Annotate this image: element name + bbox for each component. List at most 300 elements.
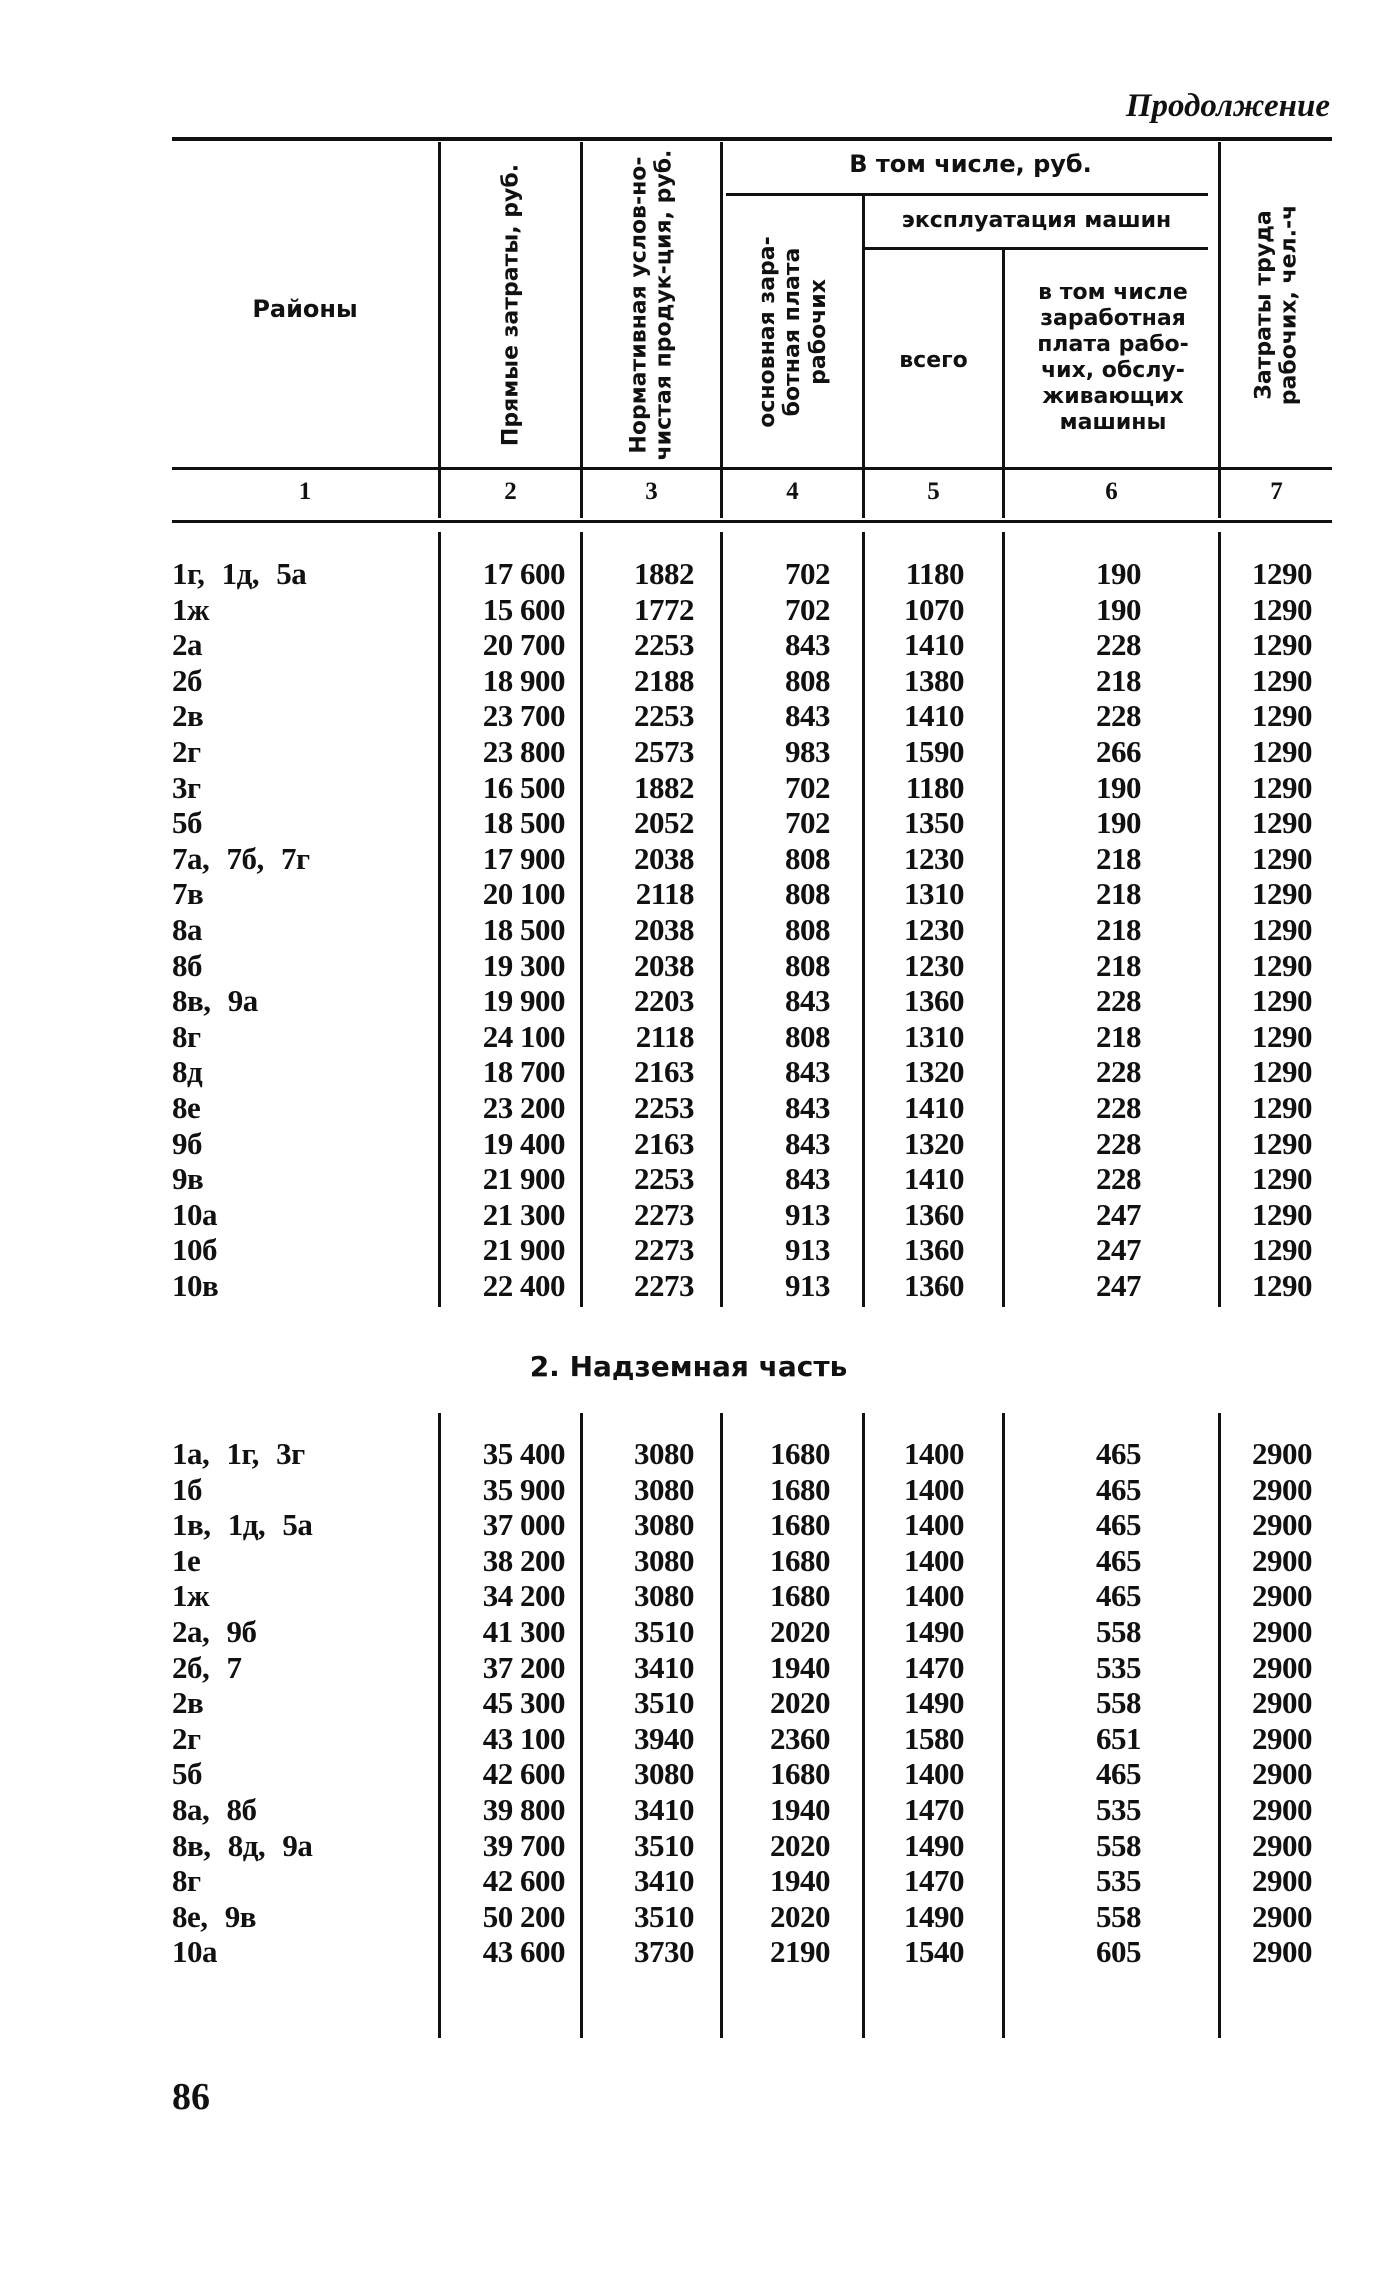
- table-row: [0, 556, 1377, 592]
- value-cell-c5: 1350: [904, 805, 964, 841]
- value-cell-c4: 843: [785, 627, 830, 663]
- value-cell-c5: 1320: [904, 1054, 964, 1090]
- value-cell-c7: 1290: [1252, 1090, 1312, 1125]
- value-cell-c3: 2253: [634, 1161, 694, 1197]
- table-row: [0, 1863, 1377, 1899]
- value-cell-c3: 3080: [634, 1756, 694, 1792]
- value-cell-c3: 2273: [634, 1232, 694, 1268]
- header-including-group: В том числе, руб.: [849, 150, 1092, 178]
- value-cell-c3: 3080: [634, 1578, 694, 1614]
- region-cell: 2г: [172, 1720, 201, 1756]
- value-cell-c4: 702: [785, 805, 830, 841]
- value-cell-c2: 21 300: [482, 1196, 565, 1232]
- value-cell-c4: 808: [785, 1018, 830, 1054]
- table-row: [0, 663, 1377, 699]
- value-cell-c2: 18 500: [482, 805, 565, 841]
- value-cell-c5: 1410: [904, 627, 964, 663]
- value-cell-c5: 1410: [904, 1090, 964, 1125]
- value-cell-c6: 218: [1096, 1018, 1141, 1054]
- value-cell-c4: 808: [785, 840, 830, 876]
- value-cell-c6: 605: [1096, 1934, 1141, 1970]
- value-cell-c3: 1772: [634, 591, 694, 627]
- table-row: [0, 841, 1377, 877]
- value-cell-c7: 1290: [1252, 1054, 1312, 1090]
- value-cell-c5: 1230: [904, 840, 964, 876]
- value-cell-c7: 2900: [1252, 1436, 1312, 1471]
- value-cell-c6: 228: [1096, 698, 1141, 734]
- table-row: [0, 1472, 1377, 1508]
- region-cell: 9б: [172, 1125, 202, 1161]
- value-cell-c5: 1400: [904, 1507, 964, 1543]
- value-cell-c5: 1360: [904, 1268, 964, 1303]
- value-cell-c3: 3510: [634, 1827, 694, 1863]
- region-cell: 8в, 8д, 9а: [172, 1827, 313, 1863]
- table-row: [0, 1161, 1377, 1197]
- value-cell-c2: 39 800: [482, 1792, 565, 1827]
- header-regions: Районы: [252, 295, 358, 323]
- table-row: [0, 627, 1377, 663]
- value-cell-c6: 465: [1096, 1542, 1141, 1578]
- value-cell-c7: 1290: [1252, 769, 1312, 805]
- table-row: [0, 698, 1377, 734]
- value-cell-c7: 2900: [1252, 1827, 1312, 1863]
- value-cell-c5: 1400: [904, 1436, 964, 1471]
- value-cell-c2: 22 400: [482, 1268, 565, 1303]
- value-cell-c6: 535: [1096, 1792, 1141, 1827]
- value-cell-c4: 913: [785, 1196, 830, 1232]
- table-row: [0, 734, 1377, 770]
- value-cell-c6: 218: [1096, 947, 1141, 983]
- value-cell-c3: 3510: [634, 1685, 694, 1721]
- value-cell-c2: 23 800: [482, 734, 565, 769]
- value-cell-c5: 1490: [904, 1685, 964, 1721]
- value-cell-c2: 39 700: [482, 1827, 565, 1863]
- header-base-wage-cell: [723, 196, 862, 467]
- value-cell-c3: 1882: [634, 556, 694, 591]
- region-cell: 8е: [172, 1090, 201, 1125]
- value-cell-c4: 1680: [770, 1756, 830, 1792]
- value-cell-c4: 808: [785, 912, 830, 947]
- value-cell-c4: 808: [785, 876, 830, 912]
- table-row: [0, 1685, 1377, 1721]
- header-base-wage: основная зара-ботная плата рабочих: [754, 235, 831, 428]
- colnum-7: 7: [1270, 478, 1283, 505]
- table-row: [0, 1828, 1377, 1864]
- value-cell-c6: 266: [1096, 734, 1141, 769]
- table-row: [0, 1436, 1377, 1472]
- value-cell-c4: 843: [785, 698, 830, 734]
- value-cell-c4: 843: [785, 1125, 830, 1161]
- colnum-2: 2: [504, 478, 517, 505]
- region-cell: 8а: [172, 912, 202, 947]
- value-cell-c2: 42 600: [482, 1863, 565, 1899]
- value-cell-c2: 24 100: [482, 1018, 565, 1054]
- value-cell-c6: 228: [1096, 983, 1141, 1019]
- value-cell-c7: 2900: [1252, 1720, 1312, 1756]
- table-row: [0, 1543, 1377, 1579]
- table-row: [0, 1232, 1377, 1268]
- value-cell-c4: 843: [785, 983, 830, 1019]
- header-normative-product: Нормативная услов-но-чистая продук-ция, руб.: [626, 149, 677, 460]
- value-cell-c6: 535: [1096, 1863, 1141, 1899]
- value-cell-c2: 21 900: [482, 1161, 565, 1197]
- value-cell-c4: 2190: [770, 1934, 830, 1970]
- table-row: [0, 1090, 1377, 1126]
- value-cell-c7: 1290: [1252, 983, 1312, 1019]
- value-cell-c2: 20 100: [482, 876, 565, 912]
- value-cell-c6: 218: [1096, 840, 1141, 876]
- value-cell-c5: 1590: [904, 734, 964, 769]
- value-cell-c5: 1400: [904, 1578, 964, 1614]
- value-cell-c5: 1360: [904, 1232, 964, 1268]
- value-cell-c3: 2118: [635, 876, 694, 912]
- value-cell-c7: 1290: [1252, 1018, 1312, 1054]
- value-cell-c7: 2900: [1252, 1898, 1312, 1934]
- value-cell-c6: 190: [1096, 591, 1141, 627]
- region-cell: 2б, 7: [172, 1649, 242, 1685]
- value-cell-c4: 702: [785, 769, 830, 805]
- value-cell-c4: 2360: [770, 1720, 830, 1756]
- table-row: [0, 1126, 1377, 1162]
- value-cell-c5: 1230: [904, 912, 964, 947]
- table-row: [0, 770, 1377, 806]
- header-bottom-rule: [172, 467, 1332, 470]
- region-cell: 1ж: [172, 1578, 209, 1614]
- value-cell-c4: 1680: [770, 1507, 830, 1543]
- value-cell-c6: 247: [1096, 1196, 1141, 1232]
- value-cell-c4: 1940: [770, 1792, 830, 1827]
- value-cell-c6: 247: [1096, 1268, 1141, 1303]
- value-cell-c7: 2900: [1252, 1863, 1312, 1899]
- value-cell-c4: 2020: [770, 1898, 830, 1934]
- value-cell-c6: 228: [1096, 1161, 1141, 1197]
- value-cell-c3: 3410: [634, 1792, 694, 1827]
- value-cell-c7: 2900: [1252, 1614, 1312, 1649]
- region-cell: 2б: [172, 662, 202, 698]
- value-cell-c7: 1290: [1252, 1268, 1312, 1303]
- table-row: [0, 1792, 1377, 1828]
- value-cell-c7: 1290: [1252, 1232, 1312, 1268]
- value-cell-c2: 43 100: [482, 1720, 565, 1756]
- region-cell: 10а: [172, 1196, 217, 1232]
- value-cell-c6: 535: [1096, 1649, 1141, 1685]
- value-cell-c4: 1680: [770, 1578, 830, 1614]
- header-subgroup-rule: [863, 247, 1208, 250]
- value-cell-c4: 1680: [770, 1471, 830, 1507]
- value-cell-c7: 1290: [1252, 805, 1312, 841]
- value-cell-c5: 1490: [904, 1827, 964, 1863]
- value-cell-c3: 2163: [634, 1054, 694, 1090]
- value-cell-c7: 2900: [1252, 1471, 1312, 1507]
- value-cell-c2: 34 200: [482, 1578, 565, 1614]
- value-cell-c5: 1360: [904, 1196, 964, 1232]
- region-cell: 8г: [172, 1863, 201, 1899]
- value-cell-c5: 1490: [904, 1614, 964, 1649]
- value-cell-c6: 190: [1096, 556, 1141, 591]
- value-cell-c7: 2900: [1252, 1542, 1312, 1578]
- page-number: 86: [172, 2076, 210, 2118]
- value-cell-c3: 2038: [634, 912, 694, 947]
- value-cell-c2: 23 700: [482, 698, 565, 734]
- value-cell-c5: 1180: [905, 769, 964, 805]
- value-cell-c2: 45 300: [482, 1685, 565, 1721]
- value-cell-c5: 1320: [904, 1125, 964, 1161]
- value-cell-c2: 43 600: [482, 1934, 565, 1970]
- value-cell-c3: 2203: [634, 983, 694, 1019]
- value-cell-c2: 41 300: [482, 1614, 565, 1649]
- section2-title: 2. Надземная часть: [529, 1350, 848, 1383]
- value-cell-c7: 2900: [1252, 1649, 1312, 1685]
- value-cell-c2: 18 900: [482, 662, 565, 698]
- page-header: Продолжение: [1125, 88, 1330, 124]
- value-cell-c6: 218: [1096, 912, 1141, 947]
- header-total: всего: [899, 348, 968, 373]
- value-cell-c7: 2900: [1252, 1507, 1312, 1543]
- value-cell-c5: 1400: [904, 1471, 964, 1507]
- value-cell-c3: 2273: [634, 1268, 694, 1303]
- value-cell-c2: 19 400: [482, 1125, 565, 1161]
- region-cell: 1г, 1д, 5а: [172, 556, 307, 591]
- value-cell-c3: 2188: [634, 662, 694, 698]
- region-cell: 8д: [172, 1054, 203, 1090]
- value-cell-c3: 3410: [634, 1863, 694, 1899]
- header-direct-costs-cell: [441, 142, 580, 467]
- value-cell-c2: 17 600: [482, 556, 565, 591]
- value-cell-c6: 228: [1096, 1090, 1141, 1125]
- region-cell: 8г: [172, 1018, 201, 1054]
- value-cell-c3: 3510: [634, 1614, 694, 1649]
- value-cell-c3: 2163: [634, 1125, 694, 1161]
- table-row: [0, 1197, 1377, 1233]
- value-cell-c6: 465: [1096, 1507, 1141, 1543]
- value-cell-c6: 465: [1096, 1436, 1141, 1471]
- value-cell-c5: 1540: [904, 1934, 964, 1970]
- value-cell-c4: 913: [785, 1232, 830, 1268]
- value-cell-c7: 1290: [1252, 734, 1312, 769]
- value-cell-c7: 1290: [1252, 591, 1312, 627]
- region-cell: 3г: [172, 769, 201, 805]
- value-cell-c2: 50 200: [482, 1898, 565, 1934]
- region-cell: 5б: [172, 1756, 202, 1792]
- region-cell: 2в: [172, 1685, 204, 1721]
- value-cell-c6: 465: [1096, 1756, 1141, 1792]
- table-row: [0, 1721, 1377, 1757]
- value-cell-c4: 702: [785, 556, 830, 591]
- value-cell-c2: 18 700: [482, 1054, 565, 1090]
- region-cell: 9в: [172, 1161, 204, 1197]
- value-cell-c3: 2253: [634, 627, 694, 663]
- value-cell-c4: 1680: [770, 1542, 830, 1578]
- value-cell-c5: 1070: [904, 591, 964, 627]
- region-cell: 2а: [172, 627, 202, 663]
- table-row: [0, 1019, 1377, 1055]
- value-cell-c7: 2900: [1252, 1578, 1312, 1614]
- value-cell-c4: 1680: [770, 1436, 830, 1471]
- value-cell-c3: 2273: [634, 1196, 694, 1232]
- value-cell-c3: 2253: [634, 1090, 694, 1125]
- value-cell-c6: 558: [1096, 1827, 1141, 1863]
- value-cell-c7: 1290: [1252, 1161, 1312, 1197]
- region-cell: 5б: [172, 805, 202, 841]
- region-cell: 8б: [172, 947, 202, 983]
- header-labor-costs-cell: [1221, 142, 1332, 467]
- value-cell-c6: 465: [1096, 1578, 1141, 1614]
- value-cell-c4: 843: [785, 1090, 830, 1125]
- value-cell-c6: 190: [1096, 805, 1141, 841]
- value-cell-c5: 1380: [904, 662, 964, 698]
- value-cell-c6: 247: [1096, 1232, 1141, 1268]
- value-cell-c3: 2052: [634, 805, 694, 841]
- value-cell-c6: 228: [1096, 627, 1141, 663]
- table-row: [0, 1650, 1377, 1686]
- value-cell-c5: 1470: [904, 1649, 964, 1685]
- value-cell-c2: 19 900: [482, 983, 565, 1019]
- value-cell-c2: 19 300: [482, 947, 565, 983]
- table-row: [0, 876, 1377, 912]
- value-cell-c5: 1470: [904, 1792, 964, 1827]
- value-cell-c7: 1290: [1252, 698, 1312, 734]
- value-cell-c2: 23 200: [482, 1090, 565, 1125]
- value-cell-c6: 218: [1096, 876, 1141, 912]
- value-cell-c4: 983: [785, 734, 830, 769]
- value-cell-c4: 1940: [770, 1863, 830, 1899]
- value-cell-c6: 218: [1096, 662, 1141, 698]
- value-cell-c6: 190: [1096, 769, 1141, 805]
- region-cell: 1ж: [172, 591, 209, 627]
- region-cell: 8а, 8б: [172, 1792, 257, 1827]
- value-cell-c5: 1470: [904, 1863, 964, 1899]
- value-cell-c4: 1940: [770, 1649, 830, 1685]
- value-cell-c3: 3080: [634, 1507, 694, 1543]
- value-cell-c7: 1290: [1252, 876, 1312, 912]
- table-row: [0, 1268, 1377, 1304]
- value-cell-c7: 1290: [1252, 556, 1312, 591]
- region-cell: 8е, 9в: [172, 1898, 257, 1934]
- region-cell: 7а, 7б, 7г: [172, 840, 310, 876]
- region-cell: 1е: [172, 1542, 201, 1578]
- table-row: [0, 592, 1377, 628]
- table-row: [0, 1934, 1377, 1970]
- value-cell-c3: 3730: [634, 1934, 694, 1970]
- value-cell-c2: 15 600: [482, 591, 565, 627]
- value-cell-c4: 843: [785, 1161, 830, 1197]
- value-cell-c7: 1290: [1252, 840, 1312, 876]
- value-cell-c2: 42 600: [482, 1756, 565, 1792]
- region-cell: 2в: [172, 698, 204, 734]
- region-cell: 8в, 9а: [172, 983, 258, 1019]
- value-cell-c5: 1410: [904, 698, 964, 734]
- region-cell: 1а, 1г, 3г: [172, 1436, 305, 1471]
- value-cell-c7: 2900: [1252, 1756, 1312, 1792]
- value-cell-c5: 1400: [904, 1756, 964, 1792]
- value-cell-c3: 3080: [634, 1542, 694, 1578]
- value-cell-c5: 1490: [904, 1898, 964, 1934]
- value-cell-c2: 37 000: [482, 1507, 565, 1543]
- value-cell-c3: 3940: [634, 1720, 694, 1756]
- value-cell-c2: 37 200: [482, 1649, 565, 1685]
- header-machine-operation: эксплуатация машин: [901, 208, 1172, 233]
- value-cell-c3: 3410: [634, 1649, 694, 1685]
- value-cell-c7: 1290: [1252, 1125, 1312, 1161]
- table-row: [0, 948, 1377, 984]
- table-row: [0, 1614, 1377, 1650]
- value-cell-c6: 465: [1096, 1471, 1141, 1507]
- value-cell-c7: 1290: [1252, 912, 1312, 947]
- region-cell: 1в, 1д, 5а: [172, 1507, 313, 1543]
- value-cell-c3: 2253: [634, 698, 694, 734]
- value-cell-c4: 808: [785, 662, 830, 698]
- value-cell-c6: 558: [1096, 1614, 1141, 1649]
- value-cell-c3: 2038: [634, 947, 694, 983]
- value-cell-c5: 1310: [904, 1018, 964, 1054]
- value-cell-c7: 1290: [1252, 662, 1312, 698]
- value-cell-c5: 1310: [904, 876, 964, 912]
- value-cell-c5: 1230: [904, 947, 964, 983]
- value-cell-c5: 1410: [904, 1161, 964, 1197]
- header-direct-costs: Прямые затраты, руб.: [497, 163, 523, 446]
- value-cell-c3: 1882: [634, 769, 694, 805]
- value-cell-c2: 21 900: [482, 1232, 565, 1268]
- value-cell-c7: 1290: [1252, 627, 1312, 663]
- value-cell-c4: 2020: [770, 1827, 830, 1863]
- table-row: [0, 912, 1377, 948]
- value-cell-c2: 16 500: [482, 769, 565, 805]
- header-labor-costs: Затраты труда рабочих, чел.-ч: [1251, 204, 1302, 405]
- region-cell: 2а, 9б: [172, 1614, 257, 1649]
- value-cell-c3: 2118: [635, 1018, 694, 1054]
- value-cell-c7: 2900: [1252, 1792, 1312, 1827]
- value-cell-c3: 3080: [634, 1471, 694, 1507]
- value-cell-c2: 35 900: [482, 1471, 565, 1507]
- value-cell-c6: 558: [1096, 1898, 1141, 1934]
- table-row: [0, 1507, 1377, 1543]
- region-cell: 10б: [172, 1232, 217, 1268]
- value-cell-c3: 2038: [634, 840, 694, 876]
- region-cell: 10в: [172, 1268, 219, 1303]
- value-cell-c3: 3080: [634, 1436, 694, 1471]
- value-cell-c7: 2900: [1252, 1934, 1312, 1970]
- value-cell-c2: 20 700: [482, 627, 565, 663]
- value-cell-c7: 2900: [1252, 1685, 1312, 1721]
- value-cell-c6: 651: [1096, 1720, 1141, 1756]
- table-row: [0, 1899, 1377, 1935]
- value-cell-c6: 228: [1096, 1054, 1141, 1090]
- value-cell-c6: 228: [1096, 1125, 1141, 1161]
- table-row: [0, 1578, 1377, 1614]
- value-cell-c4: 843: [785, 1054, 830, 1090]
- region-cell: 2г: [172, 734, 201, 769]
- value-cell-c3: 2573: [634, 734, 694, 769]
- table-row: [0, 1054, 1377, 1090]
- colnum-1: 1: [298, 478, 312, 505]
- value-cell-c4: 913: [785, 1268, 830, 1303]
- colnum-4: 4: [786, 478, 799, 505]
- value-cell-c2: 17 900: [482, 840, 565, 876]
- colnum-3: 3: [645, 478, 658, 505]
- colnum-5: 5: [927, 478, 940, 505]
- value-cell-c2: 35 400: [482, 1436, 565, 1471]
- table-row: [0, 983, 1377, 1019]
- header-machine-wage: в том числе заработная плата рабо-чих, обслу-живающих машины: [1037, 280, 1189, 435]
- value-cell-c5: 1360: [904, 983, 964, 1019]
- table-row: [0, 805, 1377, 841]
- region-cell: 10а: [172, 1934, 217, 1970]
- value-cell-c7: 1290: [1252, 1196, 1312, 1232]
- value-cell-c5: 1580: [904, 1720, 964, 1756]
- colnum-6: 6: [1105, 478, 1118, 505]
- value-cell-c2: 38 200: [482, 1542, 565, 1578]
- value-cell-c4: 2020: [770, 1614, 830, 1649]
